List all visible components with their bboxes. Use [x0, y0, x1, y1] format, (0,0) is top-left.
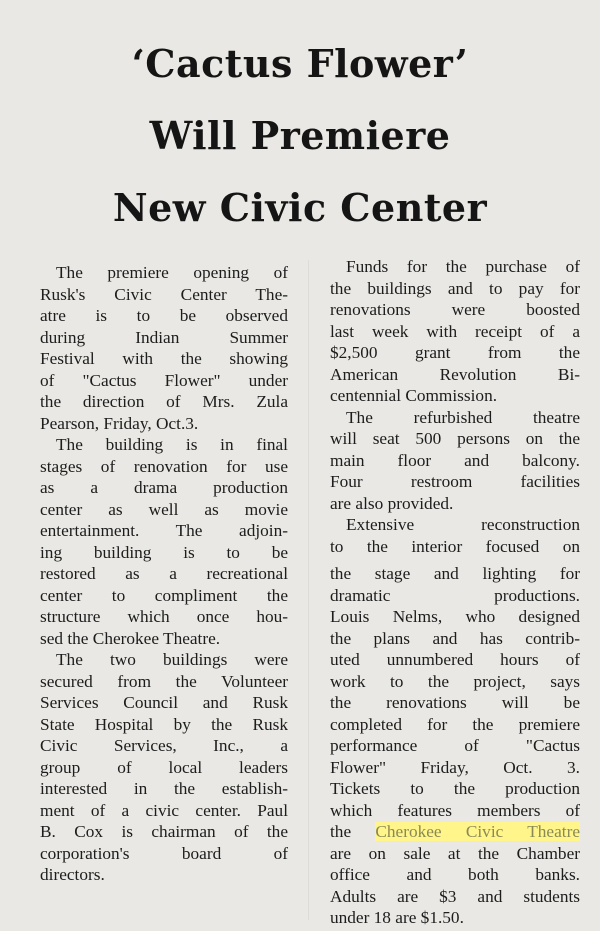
- col-left-line: atre is to be observed: [40, 306, 288, 325]
- col-right-top-line: The refurbished theatre: [346, 407, 580, 427]
- col-right-bottom-line: the Cherokee Civic Theatre: [330, 822, 580, 841]
- column-gutter: [308, 260, 309, 920]
- col-left-line: interested in the establish-: [40, 779, 288, 798]
- col-left-line: The two buildings were: [56, 650, 288, 669]
- col-right-bottom-line: the renovations will be: [330, 693, 580, 712]
- col-right-bottom-line: Louis Nelms, who designed: [330, 607, 580, 626]
- col-right-bottom-line: completed for the premiere: [330, 714, 580, 734]
- col-left-line: secured from the Volunteer: [40, 671, 288, 691]
- highlighted-text: Cherokee Civic Theatre: [375, 822, 580, 841]
- headline-line-3: New Civic Center: [112, 185, 488, 230]
- col-left-line: Civic Services, Inc., a: [40, 736, 288, 755]
- col-right-bottom-line: the stage and lighting for: [330, 564, 580, 583]
- col-right-bottom-line: Flower" Friday, Oct. 3.: [330, 757, 580, 777]
- col-left-line: corporation's board of: [40, 843, 288, 863]
- col-right-bottom-line: office and both banks.: [330, 865, 580, 884]
- col-right-top-line: last week with receipt of a: [330, 321, 580, 341]
- col-left-line: The building is in final: [56, 435, 288, 454]
- col-right-top-line: main floor and balcony.: [330, 450, 580, 470]
- col-right-top-line: Funds for the purchase of: [346, 257, 580, 276]
- col-left-line: ment of a civic center. Paul: [40, 800, 288, 820]
- col-left-line: the direction of Mrs. Zula: [40, 392, 288, 411]
- col-right-bottom-line: Tickets to the production: [330, 779, 580, 798]
- col-right-top-line: will seat 500 persons on the: [330, 429, 580, 448]
- col-right-top-line: the buildings and to pay for: [330, 278, 580, 298]
- article-column-right-bottom: [330, 563, 580, 929]
- col-right-bottom-line: work to the project, says: [330, 671, 580, 691]
- col-right-bottom-line: Adults are $3 and students: [330, 886, 580, 906]
- col-left-line: during Indian Summer: [40, 327, 288, 347]
- col-left-line: Rusk's Civic Center The-: [40, 284, 288, 304]
- col-left-line: directors.: [40, 865, 105, 884]
- col-left-line: as a drama production: [40, 478, 288, 497]
- col-right-bottom-line: uted unnumbered hours of: [330, 650, 580, 669]
- col-left-line: B. Cox is chairman of the: [40, 822, 288, 841]
- col-left-line: center as well as movie: [40, 499, 288, 519]
- col-right-top-line: renovations were boosted: [330, 300, 580, 319]
- col-right-top-line: to the interior focused on: [330, 536, 580, 556]
- col-right-top-line: centennial Commission.: [330, 386, 498, 405]
- col-right-bottom-line: which features members of: [330, 800, 580, 820]
- col-left-line: of "Cactus Flower" under: [40, 370, 288, 390]
- col-left-line: center to compliment the: [40, 585, 288, 605]
- col-left-line: Pearson, Friday, Oct.3.: [40, 413, 199, 433]
- col-left-line: sed the Cherokee Theatre.: [40, 628, 221, 648]
- col-left-line: entertainment. The adjoin-: [40, 521, 288, 540]
- col-left-line: The premiere opening of: [56, 263, 288, 282]
- col-right-bottom-line: performance of "Cactus: [330, 736, 580, 755]
- col-right-bottom-line: dramatic productions.: [330, 585, 580, 605]
- col-right-bottom-line: under 18 are $1.50.: [330, 908, 464, 927]
- col-right-bottom-line: the plans and has contrib-: [330, 628, 580, 648]
- headline: [0, 28, 600, 244]
- article-column-left: [40, 262, 288, 886]
- col-left-line: State Hospital by the Rusk: [40, 714, 288, 734]
- col-left-line: Festival with the showing: [40, 349, 288, 368]
- col-right-top-line: are also provided.: [330, 493, 454, 513]
- col-right-top-line: $2,500 grant from the: [330, 343, 580, 362]
- col-left-line: group of local leaders: [40, 757, 288, 777]
- col-left-line: stages of renovation for use: [40, 456, 288, 476]
- headline-line-2: Will Premiere: [149, 113, 451, 158]
- col-right-top-line: Four restroom facilities: [330, 472, 580, 491]
- col-left-line: restored as a recreational: [40, 564, 288, 583]
- col-right-bottom-line: are on sale at the Chamber: [330, 843, 580, 863]
- col-left-line: structure which once hou-: [40, 607, 288, 626]
- headline-line-1: ‘Cactus Flower’: [131, 41, 469, 86]
- col-left-line: Services Council and Rusk: [40, 693, 288, 712]
- article-column-right-top: [330, 256, 580, 557]
- col-right-top-line: American Revolution Bi-: [330, 364, 580, 384]
- col-right-top-line: Extensive reconstruction: [346, 515, 580, 534]
- col-left-line: ing building is to be: [40, 542, 288, 562]
